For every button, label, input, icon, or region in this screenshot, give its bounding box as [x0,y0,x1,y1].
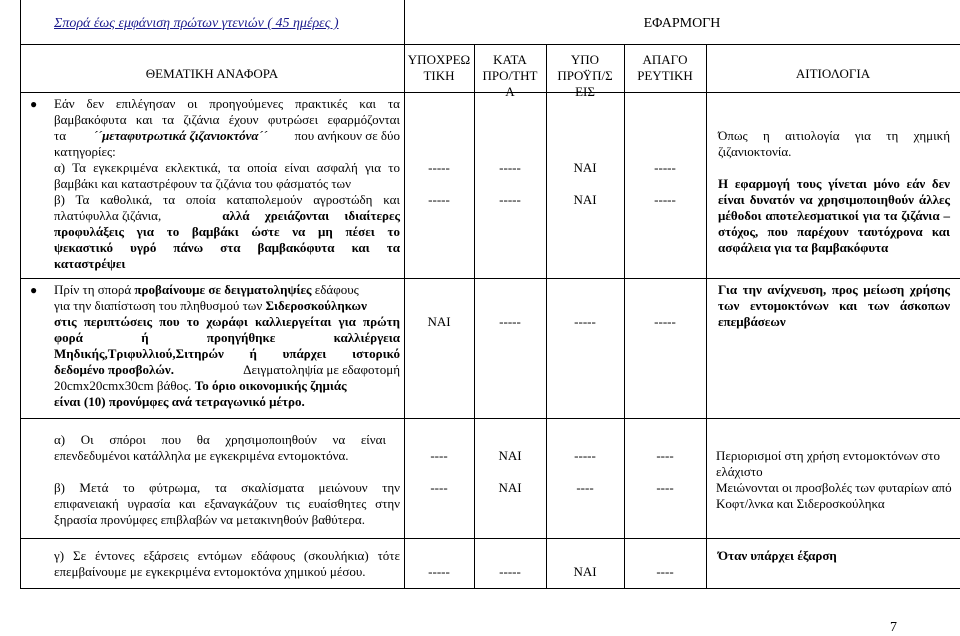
row1-line: α) Τα εγκεκριμένα εκλεκτικά, τα οποία είναι ασφαλή για το [54,160,400,175]
row2-text-bold: είναι (10) προνύμφες ανά τετραγωνικό μέτρο. [54,394,305,409]
row3b-mandatory-mark: ---- [430,480,448,495]
row1-line: Εάν δεν επιλέγησαν οι προηγούμενες πρακτικές και τα [54,96,400,111]
prohibited-header-line: ΡΕΥΤΙΚΗ [637,68,693,83]
row1-line [54,128,400,144]
row3b-conditional-mark: ---- [576,480,594,495]
conditional-header-line: ΕΙΣ [575,84,595,99]
row2-line [54,298,400,314]
row2-text-plain: Δειγματοληψία με εδαφοτομή [243,362,400,377]
prohibited-column-header [624,52,706,84]
row1a-per-case-mark: ----- [499,160,521,175]
row2-text-plain: εδάφους [314,282,359,297]
mandatory-header-line: ΤΙΚΗ [423,68,455,83]
row2-text-plain: 20cmx20cmx30cm βάθος. [54,378,192,393]
row1-line: βαμβακόφυτα και τα ζιζάνια έχουν φυτρώσει εφαρμόζονται [54,112,400,127]
row2-bottom-border [20,418,960,419]
mandatory-header-line: ΥΠΟΧΡΕΩ [407,52,471,67]
table-top-border [20,44,960,45]
row1-line-bold: αλλά χρειάζονται ιδιαίτερες [222,208,400,223]
thematic-column-header: ΘΕΜΑΤΙΚΗ ΑΝΑΦΟΡΑ [145,66,279,81]
row3b-line: β) Μετά το φύτρωμα, τα σκαλίσματα μειώνουν την [54,480,400,495]
row3b-per-case-mark: ΝΑΙ [498,480,522,495]
row2-line [54,314,400,330]
row1-line [54,256,125,272]
row2-line [54,330,400,346]
row2-line [54,346,400,362]
row2-justification: Για την ανίχνευση, προς μείωση χρήσης των εντομοκτόνων και των άσκοπων επεμβάσεων [718,282,950,329]
row1-line: κατηγορίες: [54,144,116,159]
row3-justification-a: Περιορισμοί στη χρήση εντομοκτόνων στο ελάχιστο [716,448,941,479]
row2-conditional-mark: ----- [574,314,596,329]
thematic-column-divider [404,0,405,588]
row2-text-bold: δεδομένο προσβολών. [54,362,174,377]
conditional-column-header [546,52,624,100]
row2-mandatory-mark: ΝΑΙ [427,314,451,329]
row4-prohibited-mark: ---- [656,564,674,579]
row1-line: β) Τα καθολικά, τα οποία καταπολεμούν αγροστώδη και [54,192,400,207]
mandatory-column-header [404,52,474,84]
row2-text-bold: Το όριο οικονομικής ζημιάς [194,378,347,393]
row1-justification-plain: Όπως η αιτιολογία για τη χημική ζιζανιοκτονία. [718,128,950,159]
row2-prohibited-mark: ----- [654,314,676,329]
justification-column-header: ΑΙΤΙΟΛΟΓΙΑ [795,66,871,81]
row1-line-bold: καταστρέψει [54,256,126,271]
conditional-header-line: ΠΡΟΫΠ/Σ [557,68,613,83]
row3a-line: α) Οι σπόροι που θα χρησιμοποιηθούν να είναι [54,432,386,447]
row2-line [54,282,400,298]
row1-line-bold: προφυλάξεις για το βαμβάκι ώστε να μη πέσει το [54,224,400,239]
row1-line [54,224,400,240]
bullet-icon: ● [30,283,38,297]
row3a-mandatory-mark: ---- [430,448,448,463]
row2-line [54,394,305,410]
row4-conditional-mark: ΝΑΙ [573,564,597,579]
bullet-icon: ● [30,97,38,111]
row2-text-plain: για την διαπίστωση του πληθυσμού των [54,298,263,313]
row1-line [54,240,400,256]
row3b-line: επιφανειακή υγρασία και εξαναγκάζουν τις ευαίσθητες στην [54,496,400,511]
row2-text-bold: στις περιπτώσεις που το χωράφι καλλιεργείται για πρώτη [54,314,400,329]
row3-justification-b: Μειώνονται οι προσβολές των φυταρίων από Κοφτ/λνκα και Σιδεροσκούληκα [716,480,952,511]
row2-text-bold: προβαίνουμε σε δειγματοληψίες [134,282,312,297]
row1-bottom-border [20,278,960,279]
page-number: 7 [890,620,897,635]
row2-per-case-mark: ----- [499,314,521,329]
row3a-per-case-mark: ΝΑΙ [498,448,522,463]
row4-justification: Όταν υπάρχει έξαρση [718,548,837,563]
row1a-prohibited-mark: ----- [654,160,676,175]
row3a-prohibited-mark: ---- [656,448,674,463]
row4-line: επεμβαίνουμε με εγκεκριμένα εντομοκτόνα χημικού μέσου. [54,564,366,579]
left-table-border [20,0,21,588]
row1-prefix: τα [54,128,67,143]
row1-herbicide-term-text: μεταφυτρωτικά ζιζανιοκτόνα [102,128,259,143]
row1b-prohibited-mark: ----- [654,192,676,207]
per-case-header-line: Α [505,84,515,99]
row1-line-tail: που ανήκουν σε δύο [294,128,400,143]
row1-line: βαμβάκι και καταστρέφουν τα ζιζάνια του φάσματός των [54,176,351,191]
row1-herbicide-term: ´´μεταφυτρωτικά ζιζανιοκτόνα´´ [93,128,268,143]
row3a-conditional-mark: ----- [574,448,596,463]
prohibited-header-line: ΑΠΑΓΟ [642,52,688,67]
prohibited-column-divider [706,44,707,588]
row1b-conditional-mark: ΝΑΙ [573,192,597,207]
row1-line-bold: ψεκαστικό υγρό πάνω στα βαμβακόφυτα και τα [54,240,400,255]
row4-per-case-mark: ----- [499,564,521,579]
row2-line [54,378,400,394]
row3b-prohibited-mark: ---- [656,480,674,495]
row2-text-bold: Μηδικής,Τριφυλλιού,Σιτηρών ή υπάρχει ιστορικό [54,346,400,361]
row1-line-start: πλατύφυλλα ζιζάνια, [54,208,162,223]
row1-justification-bold: Η εφαρμογή τους γίνεται μόνο εάν δεν είναι δυνατόν να χρησιμοποιηθούν άλλες μέθοδοι αποτελεσματικοί για τα ζιζάνια – στόχος, που παρέχουν ταυτόχρονα και ασφάλεια για τα βαμβακόφυτα [718,176,950,255]
application-header: ΕΦΑΡΜΟΓΗ [643,16,721,31]
per-case-header-line: ΚΑΤΑ [493,52,527,67]
row4-bottom-border [20,588,960,589]
row2-line [54,362,400,378]
row1a-conditional-mark: ΝΑΙ [573,160,597,175]
per-case-column-header [474,52,546,100]
row1b-per-case-mark: ----- [499,192,521,207]
row2-text-bold: Σιδεροσκούληκων [265,298,367,313]
row3-bottom-border [20,538,960,539]
row2-text-plain: Πρίν τη σπορά [54,282,132,297]
per-case-header-line: ΠΡΟ/ΤΗΤ [482,68,538,83]
row1b-mandatory-mark: ----- [428,192,450,207]
row3b-line: ξηρασία προνύμφες επιβλαβών να μετακινηθούν βαθύτερα. [54,512,365,527]
row2-text-bold: φορά ή προηγήθηκε καλλιέργεια [54,330,400,345]
row1-line [54,208,400,224]
row1a-mandatory-mark: ----- [428,160,450,175]
row4-line: γ) Σε έντονες εξάρσεις εντόμων εδάφους (σκουλήκια) τότε [54,548,400,563]
row4-mandatory-mark: ----- [428,564,450,579]
page-title: Σπορά έως εμφάνιση πρώτων γτενιών ( 45 ημέρες ) [54,16,339,31]
row3a-line: επενδεδυμένοι κατάλληλα με εγκεκριμένα εντομοκτόνα. [54,448,349,463]
conditional-header-line: ΥΠΟ [570,52,600,67]
